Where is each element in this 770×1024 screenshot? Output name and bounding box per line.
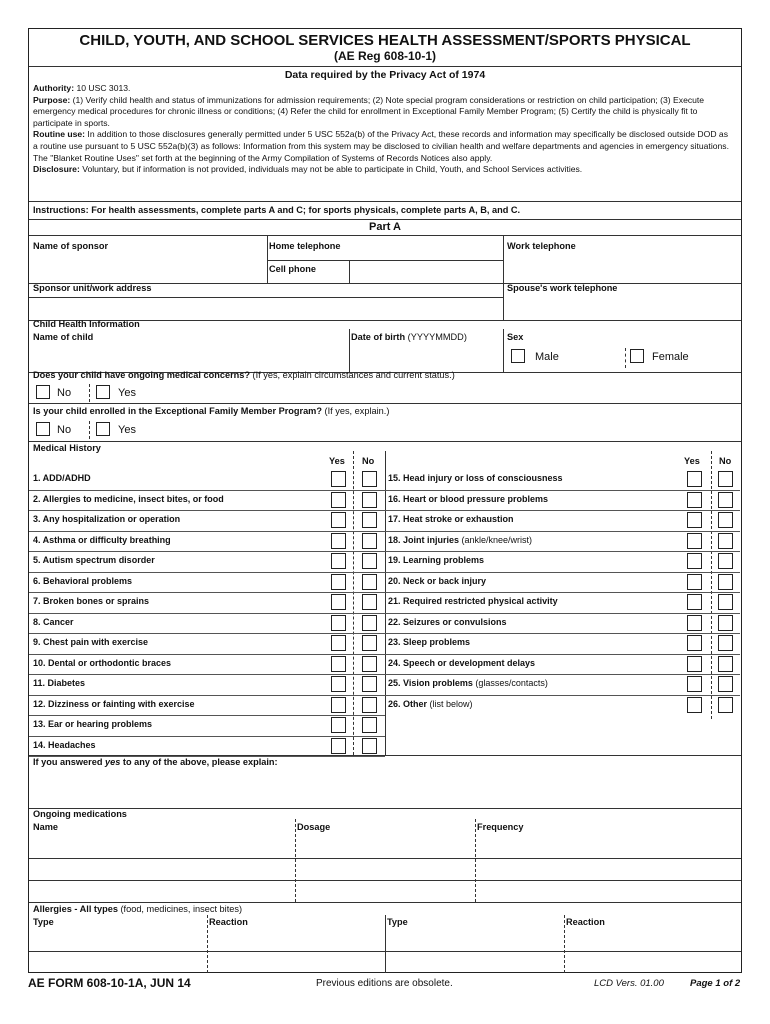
medical-history-item: 20. Neck or back injury	[388, 575, 487, 586]
medical-no-checkbox[interactable]	[718, 553, 733, 569]
medical-history-item: 25. Vision problems (glasses/contacts)	[388, 678, 548, 688]
concerns-no-checkbox[interactable]	[36, 385, 50, 399]
row-divider	[385, 613, 740, 614]
efmp-no-label: No	[57, 424, 72, 436]
medical-yes-checkbox[interactable]	[687, 492, 702, 508]
form-regulation: (AE Reg 608-10-1)	[333, 49, 437, 63]
medical-yes-checkbox[interactable]	[687, 676, 702, 692]
row-divider	[385, 531, 740, 532]
medical-history-item: 17. Heat stroke or exhaustion	[388, 514, 514, 524]
allergy-type-label-1: Type	[33, 917, 54, 927]
left-yes-header: Yes	[329, 456, 345, 466]
row-divider	[29, 490, 385, 491]
medical-history-item: 21. Required restricted physical activity	[388, 596, 558, 606]
medical-history-item: 11. Diabetes	[33, 678, 86, 688]
allergy-reaction-label-1: Reaction	[209, 917, 248, 927]
medical-history-item: 4. Asthma or difficulty breathing	[33, 534, 171, 545]
row-divider	[29, 551, 385, 552]
right-no-header: No	[719, 456, 732, 466]
row-divider	[29, 674, 385, 675]
medical-no-checkbox[interactable]	[718, 574, 733, 590]
row-divider	[385, 510, 740, 511]
medical-history-item: 22. Seizures or convulsions	[388, 616, 507, 627]
left-no-header: No	[362, 456, 375, 466]
medical-no-checkbox[interactable]	[362, 471, 377, 487]
medical-no-checkbox[interactable]	[718, 533, 733, 549]
medical-history-item: 1. ADD/ADHD	[33, 473, 91, 483]
medical-yes-checkbox[interactable]	[687, 512, 702, 528]
sponsor-name-label: Name of sponsor	[33, 241, 109, 251]
version-label: LCD Vers. 01.00	[594, 978, 664, 989]
male-checkbox[interactable]	[511, 349, 525, 363]
home-telephone-label: Home telephone	[269, 241, 341, 251]
sex-label: Sex	[507, 332, 524, 342]
medical-yes-checkbox[interactable]	[331, 533, 346, 549]
part-a-heading: Part A	[369, 221, 401, 233]
female-label: Female	[652, 351, 689, 363]
medical-no-checkbox[interactable]	[718, 512, 733, 528]
medical-no-checkbox[interactable]	[718, 471, 733, 487]
row-divider	[385, 633, 740, 634]
concerns-yes-label: Yes	[118, 387, 136, 399]
medical-no-checkbox[interactable]	[362, 574, 377, 590]
concerns-no-label: No	[57, 387, 72, 399]
medical-history-item: 7. Broken bones or sprains	[33, 596, 150, 606]
medical-yes-checkbox[interactable]	[687, 471, 702, 487]
medical-yes-checkbox[interactable]	[687, 615, 702, 631]
efmp-yes-label: Yes	[118, 424, 136, 436]
row-divider	[29, 654, 385, 655]
row-divider	[29, 633, 385, 634]
medical-no-checkbox[interactable]	[718, 615, 733, 631]
medical-history-item: 6. Behavioral problems	[33, 575, 133, 586]
row-divider	[29, 715, 385, 716]
medical-no-checkbox[interactable]	[718, 492, 733, 508]
row-divider	[29, 736, 385, 737]
medical-no-checkbox[interactable]	[362, 512, 377, 528]
work-telephone-label: Work telephone	[507, 241, 576, 251]
efmp-question: Is your child enrolled in the Exceptional Family Member Program? (If yes, explain.)	[33, 406, 390, 416]
medical-yes-checkbox[interactable]	[687, 635, 702, 651]
medical-yes-checkbox[interactable]	[687, 574, 702, 590]
medical-yes-checkbox[interactable]	[331, 574, 346, 590]
obsolete-notice: Previous editions are obsolete.	[316, 978, 453, 989]
medical-yes-checkbox[interactable]	[331, 738, 346, 754]
medical-no-checkbox[interactable]	[718, 635, 733, 651]
cell-phone-label: Cell phone	[269, 264, 316, 274]
medical-no-checkbox[interactable]	[718, 656, 733, 672]
medical-history-item: 26. Other (list below)	[388, 698, 473, 709]
row-divider	[385, 551, 740, 552]
row-divider	[385, 490, 740, 491]
row-divider	[29, 510, 385, 511]
medical-yes-checkbox[interactable]	[331, 512, 346, 528]
medical-history-item: 18. Joint injuries (ankle/knee/wrist)	[388, 534, 533, 545]
male-label: Male	[535, 351, 559, 363]
medical-yes-checkbox[interactable]	[331, 492, 346, 508]
medical-no-checkbox[interactable]	[362, 635, 377, 651]
allergy-reaction-label-2: Reaction	[566, 917, 605, 927]
medical-history-item: 23. Sleep problems	[388, 637, 471, 647]
allergies-heading: Allergies - All types (food, medicines, insect bites)	[33, 904, 243, 914]
medical-no-checkbox[interactable]	[362, 492, 377, 508]
medical-no-checkbox[interactable]	[362, 656, 377, 672]
medical-yes-checkbox[interactable]	[331, 615, 346, 631]
allergy-type-label-2: Type	[387, 917, 408, 927]
child-name-label: Name of child	[33, 332, 94, 342]
row-divider	[29, 592, 385, 593]
medical-yes-checkbox[interactable]	[331, 594, 346, 610]
row-divider	[29, 572, 385, 573]
medical-history-item: 9. Chest pain with exercise	[33, 637, 149, 647]
medical-yes-checkbox[interactable]	[331, 697, 346, 713]
privacy-statement: Authority: 10 USC 3013. Purpose: (1) Verify child health and status of immunizations for admission requirements; (2) Note special program considerations or restriction on child participation; (3) Execute emergency medical procedures for chronic illness or conditions; (4) Refer the child for enrollment in Exceptional Family Member Program; (5) Certify the child is physically fit to participate in sports. Routine use: In addition to those disclosures generally permitted under 5 USC 552a(b) of the Privacy Act, these records and information may specifically be disclosed outside DOD as a routine use pursuant to 5 USC 552a(b)(3) as follows: Information from this system may be disclosed to civilian health and welfare departments and agencies in emergency situations. The "Blanket Routine Uses" set forth at the beginning of the Army Compilation of Systems of Records Notices also apply. Disclosure: Voluntary, but if information is not provided, individuals may not be able to participate in Child, Youth, and School Services activities.	[33, 83, 729, 175]
medical-no-checkbox[interactable]	[362, 676, 377, 692]
row-divider	[385, 674, 740, 675]
medical-no-checkbox[interactable]	[362, 717, 377, 733]
medications-heading: Ongoing medications	[33, 809, 127, 819]
instructions: Instructions: For health assessments, complete parts A and C; for sports physicals, complete parts A, B, and C.	[33, 205, 521, 215]
medical-yes-checkbox[interactable]	[331, 656, 346, 672]
medical-history-item: 16. Heart or blood pressure problems	[388, 493, 549, 504]
medical-no-checkbox[interactable]	[718, 676, 733, 692]
medical-history-item: 15. Head injury or loss of consciousness	[388, 473, 563, 483]
row-divider	[29, 695, 385, 696]
concerns-yes-checkbox[interactable]	[96, 385, 110, 399]
row-divider	[385, 695, 740, 696]
medical-history-item: 5. Autism spectrum disorder	[33, 555, 155, 565]
medication-name-label: Name	[33, 822, 59, 832]
medication-dosage-label: Dosage	[297, 822, 331, 832]
right-yes-header: Yes	[684, 456, 700, 466]
medical-history-item: 2. Allergies to medicine, insect bites, or food	[33, 493, 224, 504]
privacy-heading: Data required by the Privacy Act of 1974	[284, 69, 486, 81]
medical-history-item: 13. Ear or hearing problems	[33, 719, 153, 729]
medical-history-item: 8. Cancer	[33, 616, 74, 627]
medical-history-item: 24. Speech or development delays	[388, 657, 536, 668]
medication-frequency-label: Frequency	[477, 822, 524, 832]
medical-yes-checkbox[interactable]	[687, 656, 702, 672]
concerns-question: Does your child have ongoing medical concerns? (If yes, explain circumstances and current status.)	[33, 370, 455, 380]
medical-history-item: 12. Dizziness or fainting with exercise	[33, 698, 195, 709]
spouse-work-telephone-label: Spouse's work telephone	[507, 283, 618, 293]
medical-no-checkbox[interactable]	[718, 697, 733, 713]
medical-no-checkbox[interactable]	[362, 697, 377, 713]
medical-no-checkbox[interactable]	[362, 594, 377, 610]
medical-yes-checkbox[interactable]	[331, 471, 346, 487]
medical-no-checkbox[interactable]	[362, 738, 377, 754]
medical-yes-checkbox[interactable]	[331, 553, 346, 569]
medical-yes-checkbox[interactable]	[687, 697, 702, 713]
row-divider	[385, 572, 740, 573]
medical-yes-checkbox[interactable]	[687, 594, 702, 610]
medical-history-item: 10. Dental or orthodontic braces	[33, 657, 172, 668]
medical-yes-checkbox[interactable]	[331, 635, 346, 651]
female-checkbox[interactable]	[630, 349, 644, 363]
child-health-info-heading: Child Health Information	[33, 319, 140, 329]
page-number: Page 1 of 2	[690, 978, 741, 989]
medical-history-item: 19. Learning problems	[388, 555, 485, 565]
medical-history-item: 14. Headaches	[33, 739, 96, 750]
form-title: CHILD, YOUTH, AND SCHOOL SERVICES HEALTH ASSESSMENT/SPORTS PHYSICAL	[79, 32, 691, 49]
dob-label: Date of birth (YYYYMMDD)	[351, 332, 467, 342]
row-divider	[385, 654, 740, 655]
row-divider	[385, 592, 740, 593]
medical-yes-checkbox[interactable]	[687, 533, 702, 549]
medical-yes-checkbox[interactable]	[331, 676, 346, 692]
row-divider	[29, 531, 385, 532]
medical-no-checkbox[interactable]	[362, 615, 377, 631]
medical-yes-checkbox[interactable]	[331, 717, 346, 733]
medical-no-checkbox[interactable]	[718, 594, 733, 610]
medical-no-checkbox[interactable]	[362, 553, 377, 569]
form-identifier: AE FORM 608-10-1A, JUN 14	[28, 976, 191, 990]
health-assessment-form	[28, 28, 742, 973]
medical-yes-checkbox[interactable]	[687, 553, 702, 569]
medical-history-item: 3. Any hospitalization or operation	[33, 514, 181, 524]
efmp-yes-checkbox[interactable]	[96, 422, 110, 436]
efmp-no-checkbox[interactable]	[36, 422, 50, 436]
medical-no-checkbox[interactable]	[362, 533, 377, 549]
row-divider	[29, 613, 385, 614]
medical-history-heading: Medical History	[33, 443, 101, 453]
sponsor-unit-label: Sponsor unit/work address	[33, 283, 152, 293]
explain-label: If you answered yes to any of the above, please explain:	[33, 757, 278, 767]
